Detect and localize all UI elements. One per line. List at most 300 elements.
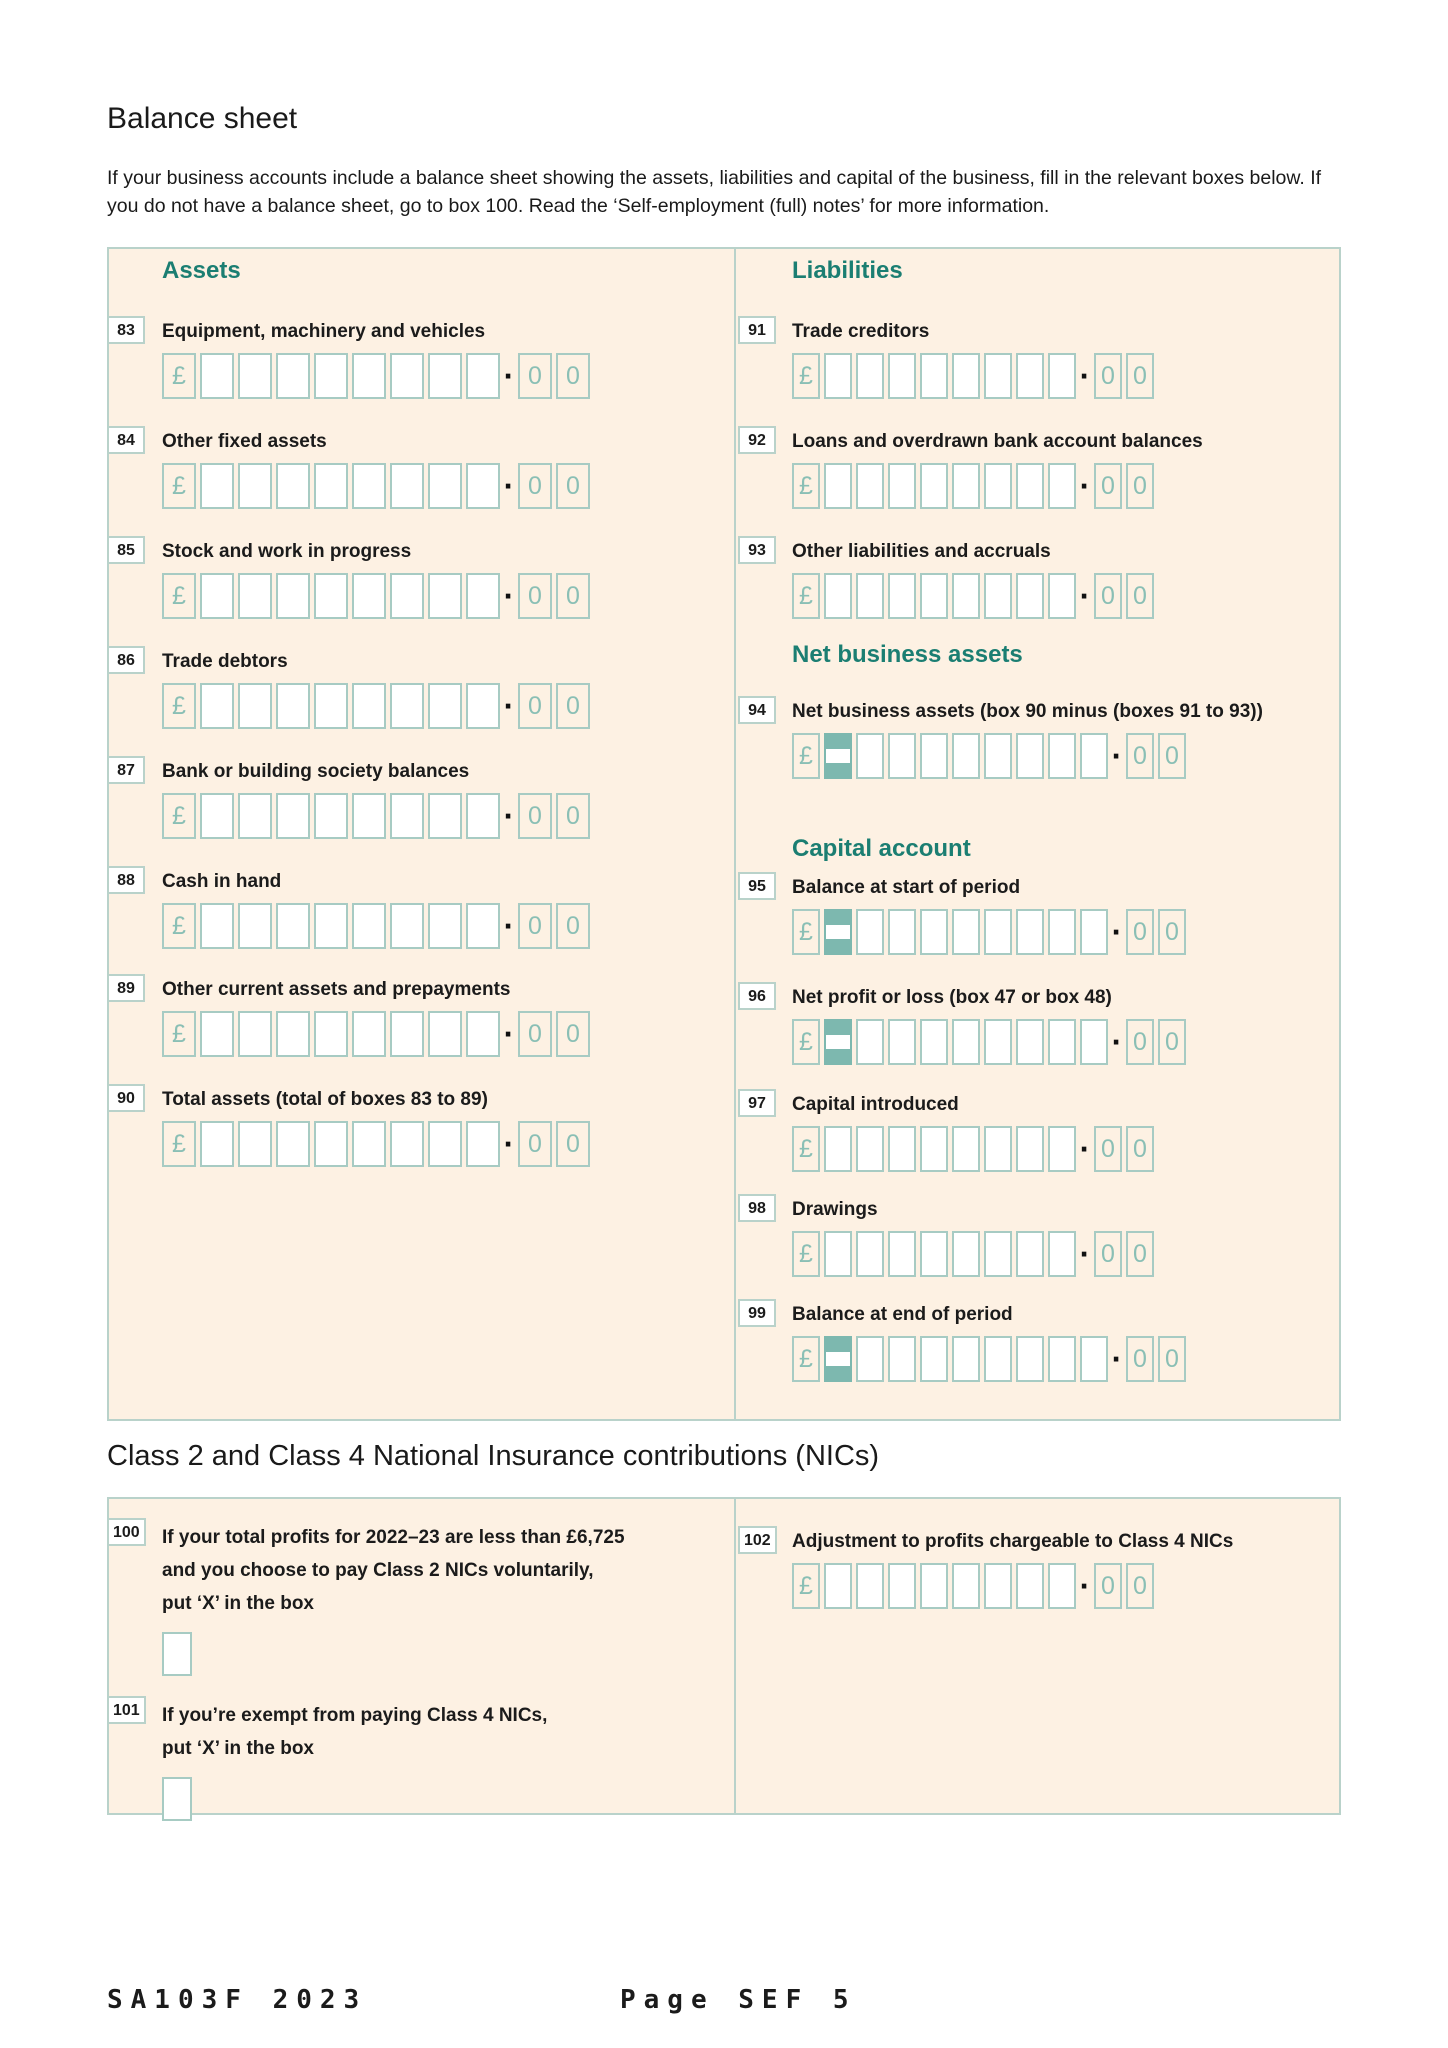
digit-box[interactable] (952, 1019, 980, 1065)
digit-box[interactable] (952, 353, 980, 399)
pound-sign-box: £ (792, 1231, 820, 1277)
pound-sign-box: £ (792, 909, 820, 955)
digit-box[interactable] (984, 1019, 1012, 1065)
box-number-badge: 85 (107, 536, 145, 564)
digit-box[interactable] (1016, 1126, 1044, 1172)
box-number-badge: 98 (738, 1194, 776, 1222)
currency-entry-row (792, 353, 1331, 399)
digit-box[interactable] (1016, 1231, 1044, 1277)
digit-box[interactable] (1048, 1126, 1076, 1172)
digit-box[interactable] (390, 903, 424, 949)
digit-box[interactable] (200, 463, 234, 509)
digit-box[interactable] (952, 733, 980, 779)
pence-zero-box: 0 (518, 793, 552, 839)
currency-entry-row (792, 733, 1331, 779)
field-box-101 (109, 1699, 726, 1821)
digit-box[interactable] (856, 1336, 884, 1382)
field-box-89 (109, 977, 726, 1057)
liabilities-heading: Liabilities (792, 257, 903, 284)
decimal-point: · (503, 467, 515, 504)
digit-box[interactable] (920, 1563, 948, 1609)
digit-box[interactable] (200, 683, 234, 729)
digit-box[interactable] (466, 1121, 500, 1167)
digit-box[interactable] (1016, 1336, 1044, 1382)
box-number-badge: 94 (738, 696, 776, 724)
pound-sign-box: £ (792, 1019, 820, 1065)
digit-box[interactable] (888, 573, 916, 619)
digit-box[interactable] (314, 463, 348, 509)
pence-zero-box: 0 (518, 353, 552, 399)
box-number-badge: 87 (107, 756, 145, 784)
field-label: Trade creditors (792, 321, 930, 342)
digit-box[interactable] (200, 573, 234, 619)
digit-box[interactable] (984, 909, 1012, 955)
page-number: Page SEF 5 (620, 1985, 857, 2015)
field-box-96 (736, 985, 1331, 1065)
box-number-badge: 96 (738, 982, 776, 1010)
field-label (162, 1699, 726, 1765)
decimal-point: · (503, 687, 515, 724)
box-number-badge: 86 (107, 646, 145, 674)
digit-box[interactable] (390, 1121, 424, 1167)
digit-box[interactable] (1080, 1019, 1108, 1065)
page-footer (107, 1985, 1341, 2025)
pence-zero-box: 0 (518, 1011, 552, 1057)
minus-bar (826, 925, 850, 939)
pound-sign-box: £ (792, 1336, 820, 1382)
pence-zero-box: 0 (518, 1121, 552, 1167)
digit-box[interactable] (824, 463, 852, 509)
digit-box[interactable] (276, 463, 310, 509)
digit-box[interactable] (1048, 573, 1076, 619)
digit-box[interactable] (314, 903, 348, 949)
digit-box[interactable] (888, 1231, 916, 1277)
field-label: Other current assets and prepayments (162, 979, 511, 1000)
digit-box[interactable] (466, 353, 500, 399)
field-label: Adjustment to profits chargeable to Class 4 NICs (792, 1531, 1234, 1552)
minus-indicator-box (824, 909, 852, 955)
assets-column (109, 249, 734, 1419)
digit-box[interactable] (888, 463, 916, 509)
digit-box[interactable] (352, 573, 386, 619)
pence-zero-box: 0 (556, 683, 590, 729)
pound-sign-box: £ (162, 1121, 196, 1167)
pence-zero-box: 0 (1126, 909, 1154, 955)
pence-zero-box: 0 (556, 1121, 590, 1167)
pound-sign-box: £ (792, 1126, 820, 1172)
pence-zero-box: 0 (1094, 1563, 1122, 1609)
digit-box[interactable] (856, 1231, 884, 1277)
digit-box[interactable] (352, 903, 386, 949)
digit-box[interactable] (390, 353, 424, 399)
pound-sign-box: £ (792, 1563, 820, 1609)
digit-box[interactable] (466, 793, 500, 839)
digit-box[interactable] (1080, 733, 1108, 779)
digit-box[interactable] (466, 463, 500, 509)
digit-box[interactable] (824, 1231, 852, 1277)
digit-box[interactable] (920, 909, 948, 955)
field-label: Total assets (total of boxes 83 to 89) (162, 1089, 488, 1110)
digit-box[interactable] (856, 463, 884, 509)
digit-box[interactable] (1080, 1336, 1108, 1382)
pence-zero-box: 0 (556, 573, 590, 619)
digit-box[interactable] (276, 573, 310, 619)
box-number-badge: 101 (107, 1696, 146, 1724)
field-box-97 (736, 1092, 1331, 1172)
field-label: Loans and overdrawn bank account balances (792, 431, 1203, 452)
field-box-100 (109, 1521, 726, 1676)
digit-box[interactable] (824, 1126, 852, 1172)
field-box-83 (109, 319, 726, 399)
field-box-92 (736, 429, 1331, 509)
field-box-90 (109, 1087, 726, 1167)
currency-entry-row (792, 1563, 1331, 1609)
field-label-line: If you’re exempt from paying Class 4 NICs, (162, 1705, 548, 1726)
pound-sign-box: £ (792, 353, 820, 399)
pence-zero-box: 0 (518, 683, 552, 729)
digit-box[interactable] (952, 1563, 980, 1609)
field-box-91 (736, 319, 1331, 399)
intro-text: If your business accounts include a balance sheet showing the assets, liabilities and capital of the business, fill in the relevant boxes below. If you do not have a balance sheet, go to box 100. Read the ‘Self-employment (full) notes’ for more information. (107, 167, 1322, 217)
digit-box[interactable] (238, 1121, 272, 1167)
field-label: Bank or building society balances (162, 761, 470, 782)
currency-entry-row (162, 353, 726, 399)
digit-box[interactable] (920, 1019, 948, 1065)
pence-zero-box: 0 (1094, 1231, 1122, 1277)
digit-box[interactable] (238, 683, 272, 729)
field-label-line: If your total profits for 2022–23 are less than £6,725 (162, 1527, 625, 1548)
digit-box[interactable] (1048, 1563, 1076, 1609)
pence-zero-box: 0 (1094, 463, 1122, 509)
checkbox-class4-exempt[interactable] (162, 1777, 192, 1821)
digit-box[interactable] (888, 1126, 916, 1172)
digit-box[interactable] (824, 353, 852, 399)
pound-sign-box: £ (792, 463, 820, 509)
pence-zero-box: 0 (556, 463, 590, 509)
digit-box[interactable] (428, 683, 462, 729)
pence-zero-box: 0 (1158, 1336, 1186, 1382)
digit-box[interactable] (984, 573, 1012, 619)
digit-box[interactable] (856, 1126, 884, 1172)
pence-zero-box: 0 (1126, 1126, 1154, 1172)
decimal-point: · (1079, 357, 1091, 394)
decimal-point: · (1079, 1235, 1091, 1272)
digit-box[interactable] (238, 903, 272, 949)
digit-box[interactable] (856, 573, 884, 619)
digit-box[interactable] (952, 463, 980, 509)
pence-zero-box: 0 (518, 463, 552, 509)
digit-box[interactable] (952, 909, 980, 955)
pound-sign-box: £ (162, 683, 196, 729)
digit-box[interactable] (824, 1563, 852, 1609)
nics-panel (107, 1497, 1341, 1815)
digit-box[interactable] (1048, 1231, 1076, 1277)
checkbox-class2-voluntary[interactable] (162, 1632, 192, 1676)
digit-box[interactable] (276, 1121, 310, 1167)
field-label: Other liabilities and accruals (792, 541, 1051, 562)
decimal-point: · (1111, 1340, 1123, 1377)
digit-box[interactable] (984, 1126, 1012, 1172)
capital-account-heading: Capital account (792, 835, 971, 862)
field-box-84 (109, 429, 726, 509)
pound-sign-box: £ (162, 903, 196, 949)
decimal-point: · (1079, 1567, 1091, 1604)
digit-box[interactable] (238, 463, 272, 509)
digit-box[interactable] (200, 1121, 234, 1167)
digit-box[interactable] (888, 1563, 916, 1609)
field-label: Cash in hand (162, 871, 282, 892)
currency-entry-row (792, 573, 1331, 619)
digit-box[interactable] (1048, 353, 1076, 399)
digit-box[interactable] (856, 353, 884, 399)
digit-box[interactable] (276, 1011, 310, 1057)
digit-box[interactable] (238, 573, 272, 619)
digit-box[interactable] (1048, 909, 1076, 955)
box-number-badge: 95 (738, 872, 776, 900)
field-box-98 (736, 1197, 1331, 1277)
decimal-point: · (503, 797, 515, 834)
box-number-badge: 89 (107, 974, 145, 1002)
digit-box[interactable] (984, 733, 1012, 779)
digit-box[interactable] (238, 793, 272, 839)
pound-sign-box: £ (792, 573, 820, 619)
digit-box[interactable] (352, 353, 386, 399)
digit-box[interactable] (390, 573, 424, 619)
digit-box[interactable] (352, 1121, 386, 1167)
digit-box[interactable] (1016, 733, 1044, 779)
digit-box[interactable] (238, 1011, 272, 1057)
field-label-line: and you choose to pay Class 2 NICs voluntarily, (162, 1560, 594, 1581)
decimal-point: · (1111, 913, 1123, 950)
digit-box[interactable] (390, 683, 424, 729)
digit-box[interactable] (1016, 463, 1044, 509)
digit-box[interactable] (888, 1019, 916, 1065)
pence-zero-box: 0 (518, 903, 552, 949)
digit-box[interactable] (428, 463, 462, 509)
digit-box[interactable] (466, 1011, 500, 1057)
pence-zero-box: 0 (1094, 573, 1122, 619)
digit-box[interactable] (984, 353, 1012, 399)
nics-left-column (109, 1499, 734, 1813)
digit-box[interactable] (984, 1231, 1012, 1277)
digit-box[interactable] (984, 1563, 1012, 1609)
digit-box[interactable] (314, 1121, 348, 1167)
digit-box[interactable] (920, 353, 948, 399)
field-box-95 (736, 875, 1331, 955)
field-box-85 (109, 539, 726, 619)
digit-box[interactable] (824, 573, 852, 619)
minus-bar (826, 749, 850, 763)
pence-zero-box: 0 (1126, 463, 1154, 509)
field-label: Equipment, machinery and vehicles (162, 321, 486, 342)
field-box-93 (736, 539, 1331, 619)
box-number-badge: 90 (107, 1084, 145, 1112)
pound-sign-box: £ (162, 1011, 196, 1057)
digit-box[interactable] (428, 1121, 462, 1167)
decimal-point: · (503, 1125, 515, 1162)
pound-sign-box: £ (162, 793, 196, 839)
digit-box[interactable] (984, 1336, 1012, 1382)
digit-box[interactable] (352, 463, 386, 509)
nics-section-title: Class 2 and Class 4 National Insurance contributions (NICs) (107, 1440, 880, 1472)
field-label: Stock and work in progress (162, 541, 412, 562)
digit-box[interactable] (920, 463, 948, 509)
field-box-94 (736, 699, 1331, 779)
digit-box[interactable] (314, 793, 348, 839)
currency-entry-row (792, 1231, 1331, 1277)
digit-box[interactable] (1080, 909, 1108, 955)
pence-zero-box: 0 (556, 353, 590, 399)
digit-box[interactable] (856, 909, 884, 955)
digit-box[interactable] (390, 1011, 424, 1057)
decimal-point: · (1079, 1130, 1091, 1167)
box-number-badge: 84 (107, 426, 145, 454)
field-label: Balance at start of period (792, 877, 1021, 898)
field-label: Net profit or loss (box 47 or box 48) (792, 987, 1112, 1008)
minus-bar (826, 1352, 850, 1366)
digit-box[interactable] (276, 793, 310, 839)
digit-box[interactable] (920, 573, 948, 619)
currency-entry-row (162, 683, 726, 729)
net-business-assets-heading: Net business assets (792, 641, 1023, 668)
digit-box[interactable] (920, 1126, 948, 1172)
digit-box[interactable] (200, 353, 234, 399)
field-label: Other fixed assets (162, 431, 327, 452)
decimal-point: · (1079, 577, 1091, 614)
box-number-badge: 102 (738, 1526, 777, 1554)
pound-sign-box: £ (162, 463, 196, 509)
field-label: Net business assets (box 90 minus (boxes 91 to 93)) (792, 701, 1263, 722)
currency-entry-row (162, 1121, 726, 1167)
liabilities-column (734, 249, 1339, 1419)
digit-box[interactable] (920, 1336, 948, 1382)
page-title: Balance sheet (107, 102, 298, 135)
decimal-point: · (503, 357, 515, 394)
currency-entry-row (162, 573, 726, 619)
field-box-88 (109, 869, 726, 949)
field-label: Capital introduced (792, 1094, 959, 1115)
digit-box[interactable] (1048, 1019, 1076, 1065)
digit-box[interactable] (390, 793, 424, 839)
digit-box[interactable] (314, 573, 348, 619)
minus-bar (826, 1035, 850, 1049)
currency-entry-row (162, 1011, 726, 1057)
digit-box[interactable] (1016, 1019, 1044, 1065)
digit-box[interactable] (352, 683, 386, 729)
digit-box[interactable] (428, 573, 462, 619)
digit-box[interactable] (466, 573, 500, 619)
digit-box[interactable] (952, 573, 980, 619)
digit-box[interactable] (952, 1231, 980, 1277)
nics-right-column (734, 1499, 1339, 1813)
digit-box[interactable] (200, 793, 234, 839)
digit-box[interactable] (1048, 733, 1076, 779)
digit-box[interactable] (276, 683, 310, 729)
digit-box[interactable] (1016, 909, 1044, 955)
digit-box[interactable] (276, 903, 310, 949)
pence-zero-box: 0 (1126, 1563, 1154, 1609)
digit-box[interactable] (952, 1336, 980, 1382)
digit-box[interactable] (888, 733, 916, 779)
digit-box[interactable] (984, 463, 1012, 509)
box-number-badge: 99 (738, 1299, 776, 1327)
digit-box[interactable] (200, 903, 234, 949)
decimal-point: · (503, 577, 515, 614)
digit-box[interactable] (428, 353, 462, 399)
box-number-badge: 88 (107, 866, 145, 894)
assets-heading: Assets (162, 257, 241, 284)
box-number-badge: 91 (738, 316, 776, 344)
minus-indicator-box (824, 1336, 852, 1382)
digit-box[interactable] (856, 733, 884, 779)
digit-box[interactable] (1048, 1336, 1076, 1382)
pound-sign-box: £ (792, 733, 820, 779)
digit-box[interactable] (314, 683, 348, 729)
digit-box[interactable] (428, 793, 462, 839)
field-label-line: put ‘X’ in the box (162, 1738, 314, 1759)
digit-box[interactable] (888, 353, 916, 399)
field-label: Balance at end of period (792, 1304, 1013, 1325)
digit-box[interactable] (352, 793, 386, 839)
pence-zero-box: 0 (1158, 1019, 1186, 1065)
digit-box[interactable] (1016, 573, 1044, 619)
box-number-badge: 100 (107, 1518, 146, 1546)
currency-entry-row (792, 463, 1331, 509)
digit-box[interactable] (1016, 353, 1044, 399)
pence-zero-box: 0 (1126, 353, 1154, 399)
field-box-86 (109, 649, 726, 729)
digit-box[interactable] (428, 903, 462, 949)
field-label (162, 1521, 726, 1620)
field-box-87 (109, 759, 726, 839)
digit-box[interactable] (888, 1336, 916, 1382)
digit-box[interactable] (276, 353, 310, 399)
decimal-point: · (1111, 1023, 1123, 1060)
digit-box[interactable] (314, 353, 348, 399)
digit-box[interactable] (466, 683, 500, 729)
balance-sheet-panel (107, 247, 1341, 1421)
digit-box[interactable] (856, 1019, 884, 1065)
box-number-badge: 97 (738, 1089, 776, 1117)
digit-box[interactable] (1048, 463, 1076, 509)
currency-entry-row (162, 793, 726, 839)
decimal-point: · (503, 907, 515, 944)
digit-box[interactable] (920, 1231, 948, 1277)
pence-zero-box: 0 (1126, 1019, 1154, 1065)
decimal-point: · (1079, 467, 1091, 504)
digit-box[interactable] (920, 733, 948, 779)
pence-zero-box: 0 (1094, 353, 1122, 399)
digit-box[interactable] (856, 1563, 884, 1609)
form-id: SA103F 2023 (107, 1985, 368, 2015)
digit-box[interactable] (314, 1011, 348, 1057)
field-box-99 (736, 1302, 1331, 1382)
pence-zero-box: 0 (1126, 1336, 1154, 1382)
pence-zero-box: 0 (1158, 909, 1186, 955)
digit-box[interactable] (390, 463, 424, 509)
pence-zero-box: 0 (556, 793, 590, 839)
field-label-line: put ‘X’ in the box (162, 1593, 314, 1614)
digit-box[interactable] (952, 1126, 980, 1172)
digit-box[interactable] (238, 353, 272, 399)
digit-box[interactable] (466, 903, 500, 949)
digit-box[interactable] (888, 909, 916, 955)
pence-zero-box: 0 (1126, 733, 1154, 779)
digit-box[interactable] (428, 1011, 462, 1057)
digit-box[interactable] (200, 1011, 234, 1057)
digit-box[interactable] (352, 1011, 386, 1057)
digit-box[interactable] (1016, 1563, 1044, 1609)
